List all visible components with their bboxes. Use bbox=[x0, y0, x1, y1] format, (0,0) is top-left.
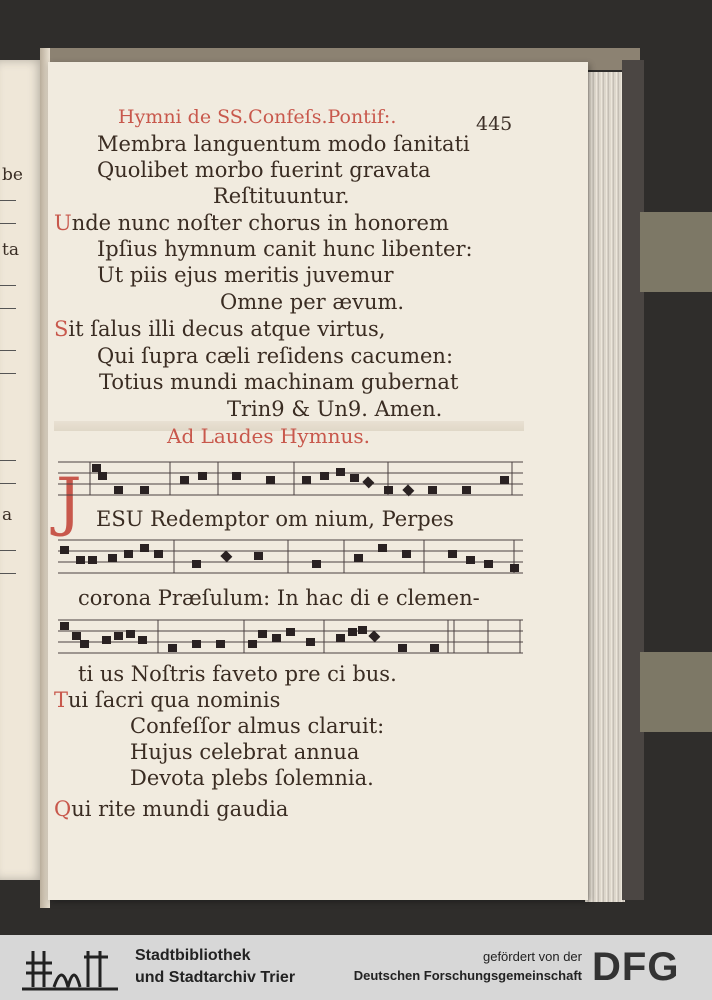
music-staff-2 bbox=[58, 536, 523, 580]
neume-note bbox=[192, 640, 201, 648]
dfg-logo: DFG bbox=[592, 945, 680, 989]
lyric-line: corona Præſulum: In hac di e clemen- bbox=[78, 586, 480, 610]
neume-note bbox=[232, 472, 241, 480]
verse-line bbox=[130, 766, 374, 790]
funding-organization: Deutschen Forschungsgemeinschaft bbox=[353, 968, 582, 983]
music-staff-3 bbox=[58, 616, 523, 660]
verse-line bbox=[97, 132, 470, 156]
verse-line bbox=[97, 158, 431, 182]
rubricated-capital: T bbox=[54, 688, 69, 712]
left-page-edge bbox=[0, 60, 44, 880]
running-head: Hymni de SS.Confeſs.Pontif:. bbox=[118, 106, 397, 128]
left-fragment: a bbox=[2, 505, 13, 525]
neume-note bbox=[484, 560, 493, 568]
left-staff bbox=[0, 460, 16, 484]
verse-text: Qui ſupra cæli reſidens cacumen: bbox=[97, 344, 454, 368]
lyric-line: ti us Noſtris faveto pre ci bus. bbox=[78, 662, 397, 686]
neume-note bbox=[258, 630, 267, 638]
neume-note bbox=[302, 476, 311, 484]
folio-number: 445 bbox=[476, 113, 513, 135]
neume-note bbox=[80, 640, 89, 648]
left-staff bbox=[0, 550, 16, 574]
verse-line bbox=[54, 797, 288, 821]
neume-note bbox=[138, 636, 147, 644]
neume-note bbox=[312, 560, 321, 568]
verse-line bbox=[130, 714, 384, 738]
clasp-strap bbox=[640, 212, 712, 292]
neume-note bbox=[384, 486, 393, 494]
neume-note bbox=[402, 550, 411, 558]
neume-note bbox=[76, 556, 85, 564]
verse-text: ui ſacri qua nominis bbox=[68, 688, 281, 712]
verse-line bbox=[227, 397, 442, 421]
neume-note bbox=[114, 486, 123, 494]
neume-note bbox=[448, 550, 457, 558]
neume-note bbox=[198, 472, 207, 480]
neume-note bbox=[126, 630, 135, 638]
verse-text: Reſtituuntur. bbox=[213, 184, 350, 208]
neume-note bbox=[462, 486, 471, 494]
neume-note bbox=[354, 554, 363, 562]
neume-note bbox=[430, 644, 439, 652]
rubricated-capital: S bbox=[54, 317, 69, 341]
verse-text: nde nunc noſter chorus in honorem bbox=[71, 211, 449, 235]
verse-text: it ſalus illi decus atque virtus, bbox=[68, 317, 386, 341]
verse-line bbox=[97, 344, 453, 368]
neume-note bbox=[378, 544, 387, 552]
verse-text: Omne per ævum. bbox=[220, 290, 405, 314]
neume-note bbox=[350, 474, 359, 482]
verse-text: Confeſſor almus claruit: bbox=[130, 714, 385, 738]
verse-line bbox=[220, 290, 404, 314]
footer-bar bbox=[0, 935, 712, 1000]
neume-note bbox=[358, 626, 367, 634]
neume-note bbox=[192, 560, 201, 568]
verse-text: ui rite mundi gaudia bbox=[71, 797, 289, 821]
neume-note bbox=[500, 476, 509, 484]
verse-text: Hujus celebrat annua bbox=[130, 740, 360, 764]
neume-note bbox=[168, 644, 177, 652]
neume-note bbox=[466, 556, 475, 564]
verse-text: Ipſius hymnum canit hunc libenter: bbox=[97, 237, 473, 261]
left-staff bbox=[0, 350, 16, 374]
left-fragment: ta bbox=[2, 240, 19, 260]
neume-note bbox=[88, 556, 97, 564]
left-staff bbox=[0, 200, 16, 224]
verse-line bbox=[54, 688, 280, 712]
book-cover-edge bbox=[622, 60, 644, 900]
verse-text: Devota plebs ſolemnia. bbox=[130, 766, 374, 790]
neume-note bbox=[140, 486, 149, 494]
neume-note bbox=[336, 634, 345, 642]
left-fragment: be bbox=[2, 165, 23, 185]
lyric-line: ESU Redemptor om nium, Perpes bbox=[96, 507, 454, 531]
neume-note bbox=[98, 472, 107, 480]
neume-note bbox=[114, 632, 123, 640]
verse-text: Quolibet morbo fuerint gravata bbox=[97, 158, 431, 182]
neume-note bbox=[368, 630, 380, 642]
verse-line bbox=[54, 211, 449, 235]
verse-line bbox=[97, 263, 394, 287]
institution-name-2: und Stadtarchiv Trier bbox=[135, 969, 296, 986]
neume-note bbox=[510, 564, 519, 572]
verse-text: Ut piis ejus meritis juvemur bbox=[97, 263, 394, 287]
verse-text: Membra languentum modo ſanitati bbox=[97, 132, 470, 156]
neume-note bbox=[108, 554, 117, 562]
verse-text: Trin9 & Un9. Amen. bbox=[227, 397, 443, 421]
neume-note bbox=[216, 640, 225, 648]
clasp-strap bbox=[640, 652, 712, 732]
initial-letter: J bbox=[56, 465, 82, 539]
neume-note bbox=[102, 636, 111, 644]
neume-note bbox=[266, 476, 275, 484]
verse-line bbox=[213, 184, 350, 208]
neume-note bbox=[362, 476, 374, 488]
funding-note: gefördert von der bbox=[482, 949, 582, 964]
neume-note bbox=[154, 550, 163, 558]
neume-note bbox=[140, 544, 149, 552]
neume-note bbox=[92, 464, 101, 472]
institution-name: Stadtbibliothek bbox=[135, 947, 251, 964]
neume-note bbox=[72, 632, 81, 640]
neume-note bbox=[320, 472, 329, 480]
music-staff-1 bbox=[58, 458, 523, 502]
page-edges bbox=[585, 72, 625, 902]
neume-note bbox=[248, 640, 257, 648]
neume-note bbox=[398, 644, 407, 652]
verse-line bbox=[97, 237, 473, 261]
neume-note bbox=[306, 638, 315, 646]
left-staff bbox=[0, 285, 16, 309]
neume-note bbox=[254, 552, 263, 560]
library-logo-icon bbox=[18, 943, 128, 993]
neume-note bbox=[286, 628, 295, 636]
verse-line bbox=[54, 317, 385, 341]
neume-note bbox=[60, 546, 69, 554]
neume-note bbox=[124, 550, 133, 558]
verse-line bbox=[99, 370, 458, 394]
verse-text: Totius mundi machinam gubernat bbox=[99, 370, 459, 394]
verse-line bbox=[130, 740, 359, 764]
neume-note bbox=[180, 476, 189, 484]
rubric-heading: Ad Laudes Hymnus. bbox=[167, 424, 371, 448]
neume-note bbox=[220, 550, 232, 562]
rubricated-capital: U bbox=[54, 211, 72, 235]
neume-note bbox=[428, 486, 437, 494]
rubricated-capital: Q bbox=[54, 797, 72, 821]
neume-note bbox=[348, 628, 357, 636]
neume-note bbox=[336, 468, 345, 476]
neume-note bbox=[60, 622, 69, 630]
neume-note bbox=[272, 634, 281, 642]
